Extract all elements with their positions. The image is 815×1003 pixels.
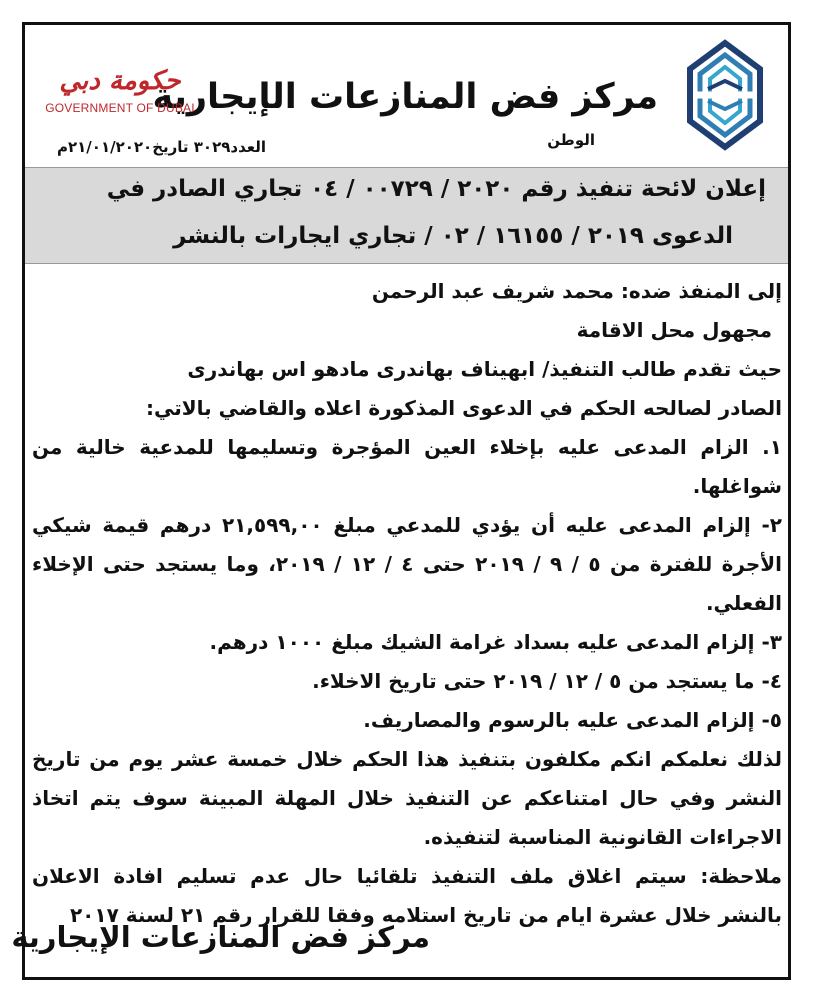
newspaper-name: الوطن (547, 131, 595, 149)
banner-line-2: الدعوى ٢٠١٩ / ١٦١٥٥ / ٠٢ / تجاري ايجارات بالنشر (173, 223, 733, 249)
recipient-line: إلى المنفذ ضده: محمد شريف عبد الرحمن (371, 279, 782, 303)
note-paragraph: ملاحظة: سيتم اغلاق ملف التنفيذ تلقائيا حال عدم تسليم افادة الاعلان بالنشر خلال عشرة ايام من تاريخ استلامه وفقا للقرار رقم ٢١ لسنة ٢٠١٧ (32, 864, 782, 927)
judgment-item-5: ٥- إلزام المدعى عليه بالرسوم والمصاريف. (363, 708, 782, 732)
announcement-body (32, 272, 782, 935)
judgment-item-3: ٣- إلزام المدعى عليه بسداد غرامة الشيك مبلغ ١٠٠٠ درهم. (209, 630, 782, 654)
judgment-item-1: ١. الزام المدعى عليه بإخلاء العين المؤجرة وتسليمها للمدعية خالية من شواغلها. (32, 435, 782, 498)
applicant-line: حيث تقدم طالب التنفيذ/ ابهيناف بهاندرى مادهو اس بهاندرى (187, 357, 782, 381)
notice-paragraph: لذلك نعلمكم انكم مكلفون بتنفيذ هذا الحكم خلال خمسة عشر يوم من تاريخ النشر وفي حال امتناعكم عن التنفيذ خلال المهلة المبينة سوف يتم اتخاذ الاجراءات القانونية المناسبة لتنفيذه. (32, 747, 782, 849)
judgment-item-4: ٤- ما يستجد من ٥ / ١٢ / ٢٠١٩ حتى تاريخ الاخلاء. (312, 669, 782, 693)
judgment-item-2: ٢- إلزام المدعى عليه أن يؤدي للمدعي مبلغ ٢١,٥٩٩,٠٠ درهم قيمة شيكي الأجرة للفترة من ٥ / ٩ / ٢٠١٩ حتى ٤ / ١٢ / ٢٠١٩، وما يستجد حتى الإخلاء الفعلي. (32, 513, 783, 615)
issue-date: العدد٣٠٢٩ تاريخ٢١/٠١/٢٠٢٠م (57, 138, 267, 156)
announcement-banner (25, 167, 788, 264)
gov-logo-arabic: حكومة دبي (59, 66, 181, 96)
banner-line-1: إعلان لائحة تنفيذ رقم ٢٠٢٠ / ٠٠٧٢٩ / ٠٤ تجاري الصادر في (106, 176, 766, 202)
government-of-dubai-logo (45, 65, 195, 135)
judgment-intro: الصادر لصالحه الحكم في الدعوى المذكورة اعلاه والقاضي بالاتي: (146, 396, 782, 420)
footer-signature: مركز فض المنازعات الإيجارية (11, 920, 430, 954)
gov-logo-english: GOVERNMENT OF DUBAI (45, 101, 195, 115)
rdsc-logo-icon (684, 39, 766, 151)
residence-line: مجهول محل الاقامة (576, 318, 772, 342)
page-title: مركز فض المنازعات الإيجارية (152, 77, 658, 117)
header (25, 25, 788, 165)
